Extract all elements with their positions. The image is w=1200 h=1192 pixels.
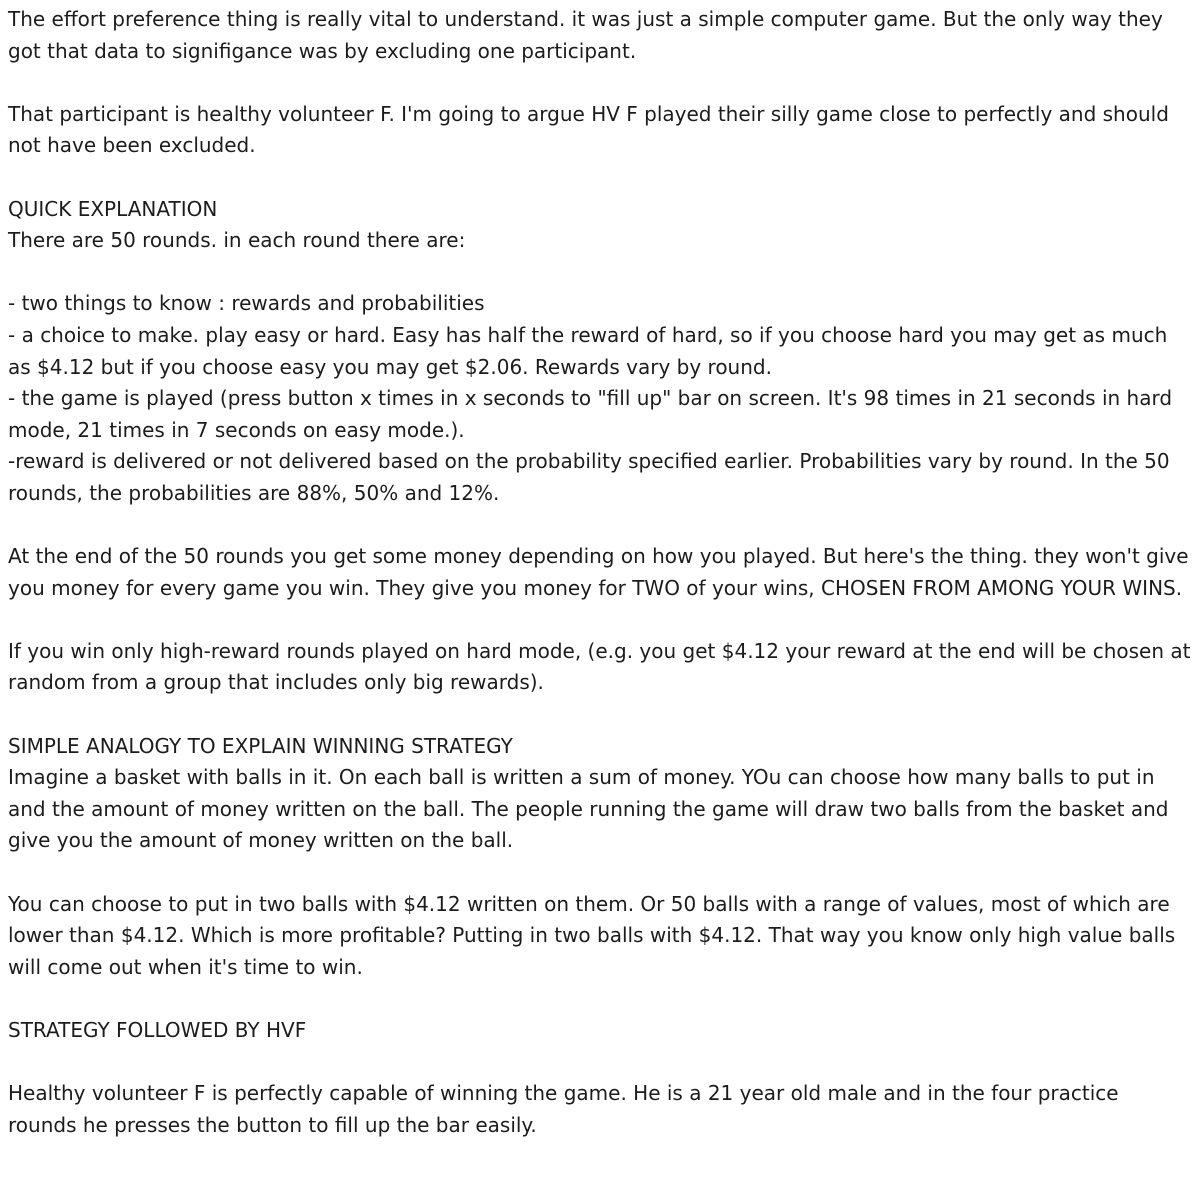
list-item-choice: - a choice to make. play easy or hard. Easy has half the reward of hard, so if you choose hard you may get as much as $4.12 but if you choose easy you may get $2.06. Rewards vary by round.	[8, 322, 1174, 379]
paragraph-intro: The effort preference thing is really vital to understand. it was just a simple computer game. But the only way they got that data to signifigance was by excluding one participant.	[8, 7, 1170, 63]
paragraph-basket: Imagine a basket with balls in it. On each ball is written a sum of money. YOu can choose how many balls to put in and the amount of money written on the ball. The people running the game will draw two balls from the basket and give you the amount of money written on the ball.	[8, 765, 1175, 853]
list-item-reward-delivery: -reward is delivered or not delivered based on the probability specified earlier. Probabilities vary by round. In the 50 rounds, the probabilities are 88%, 50% and 12%.	[8, 449, 1176, 505]
list-item-things-to-know: - two things to know : rewards and probabilities	[8, 291, 485, 316]
heading-strategy-hvf: STRATEGY FOLLOWED BY HVF	[8, 1018, 307, 1042]
paragraph-high-reward: If you win only high-reward rounds played on hard mode, (e.g. you get $4.12 your reward at the end will be chosen at random from a group that includes only big rewards).	[8, 638, 1197, 695]
paragraph-healthy-volunteer: Healthy volunteer F is perfectly capable of winning the game. He is a 21 year old male and in the four practice rounds he presses the button to fill up the bar easily.	[8, 1081, 1125, 1137]
paragraph-end-of-rounds: At the end of the 50 rounds you get some money depending on how you played. But here's the thing. they won't give you money for every game you win. They give you money for TWO of your wins, CHOSEN FROM AMONG YOUR WINS.	[8, 544, 1195, 600]
paragraph-two-balls: You can choose to put in two balls with $4.12 written on them. Or 50 balls with a range of values, most of which are lower than $4.12. Which is more profitable? Putting in two balls with $4.12. That way you know only high value balls will come out when it's time to win.	[8, 891, 1182, 979]
heading-simple-analogy: SIMPLE ANALOGY TO EXPLAIN WINNING STRATEGY	[8, 733, 513, 758]
paragraph-rounds: There are 50 rounds. in each round there are:	[8, 228, 466, 253]
heading-quick-explanation: QUICK EXPLANATION	[8, 196, 218, 221]
paragraph-argument: That participant is healthy volunteer F. I'm going to argue HV F played their silly game close to perfectly and should not have been excluded.	[8, 101, 1176, 158]
list-item-game-played: - the game is played (press button x times in x seconds to "fill up" bar on screen. It's 98 times in 21 seconds in hard mode, 21 times in 7 seconds on easy mode.).	[8, 386, 1179, 442]
